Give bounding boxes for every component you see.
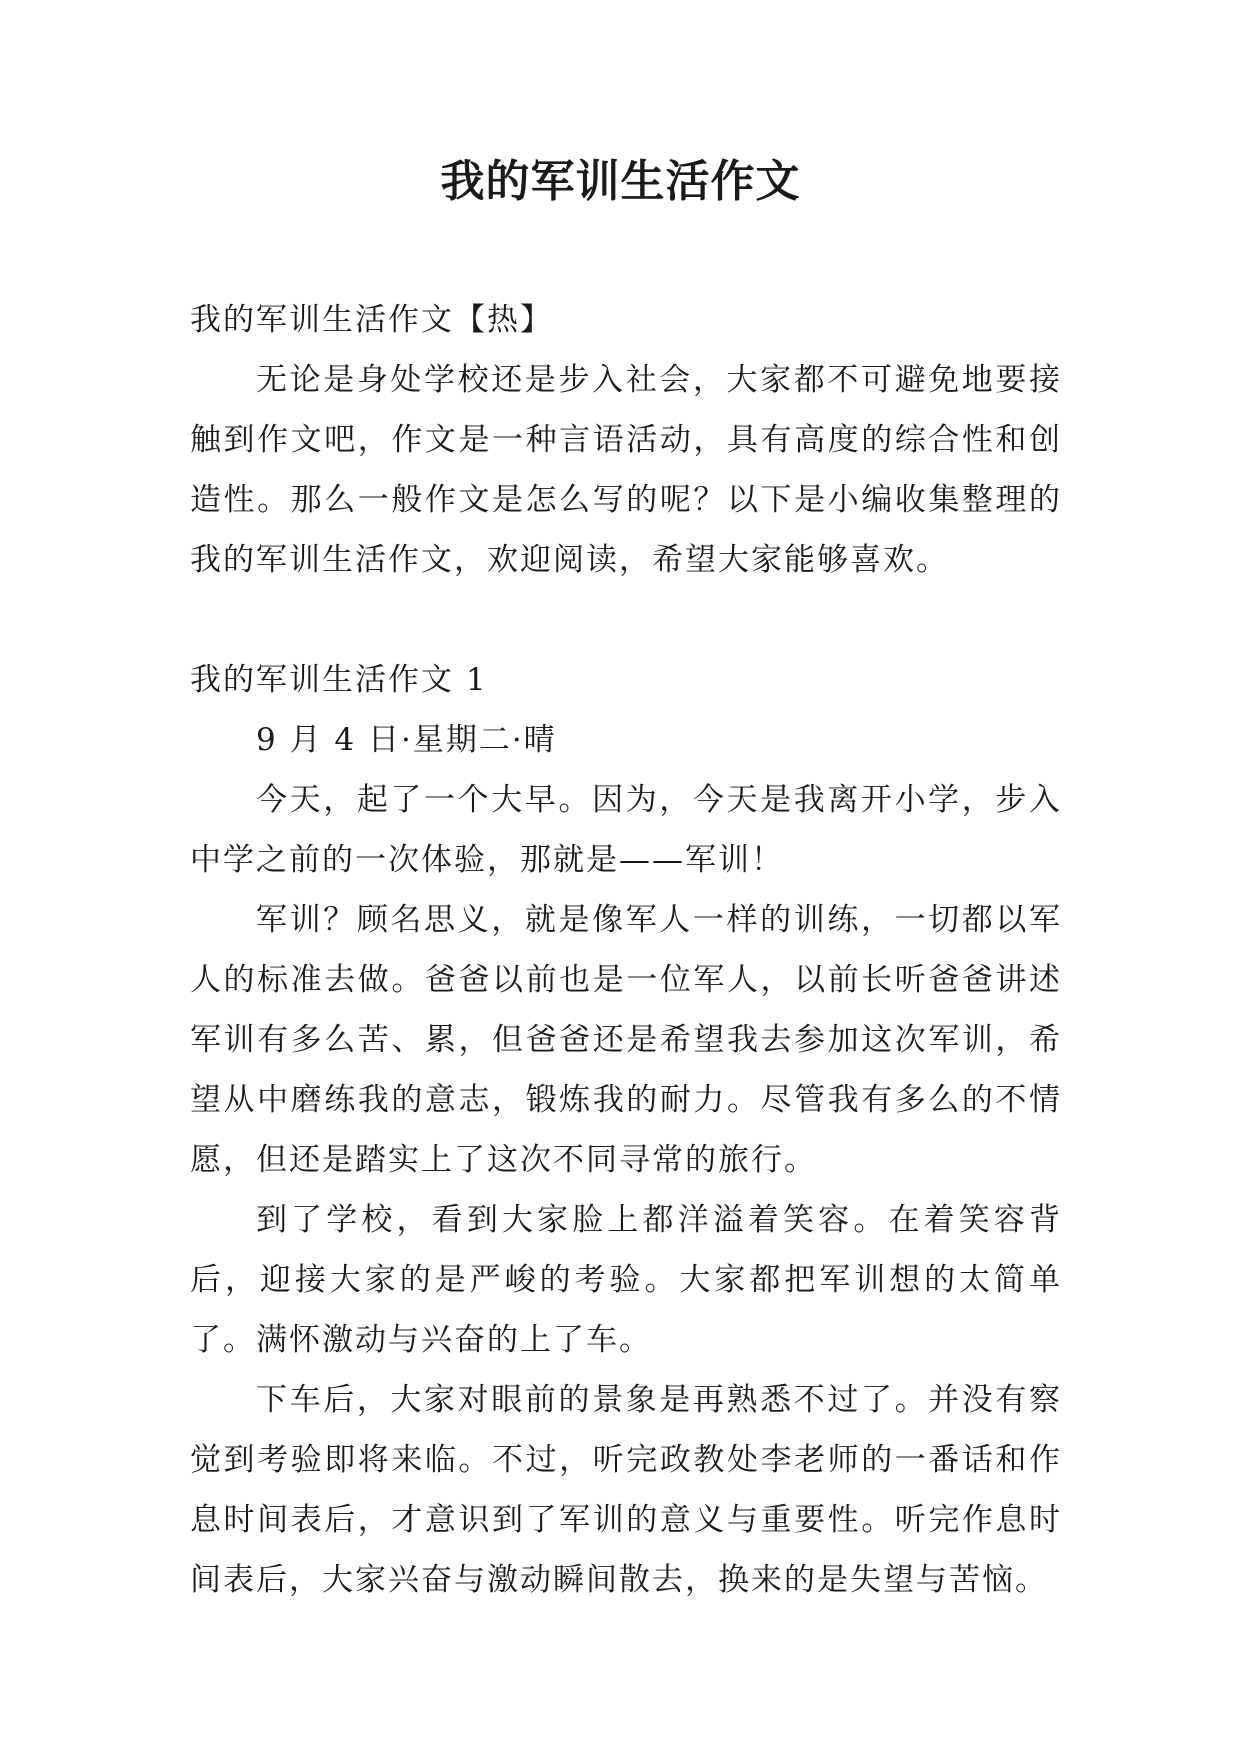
essay-paragraph: 今天，起了一个大早。因为，今天是我离开小学，步入中学之前的一次体验，那就是——军训！ bbox=[190, 782, 1062, 878]
document-title: 我的军训生活作文 bbox=[440, 156, 801, 207]
essay-paragraph: 到了学校，看到大家脸上都洋溢着笑容。在着笑容背后，迎接大家的是严峻的考验。大家都把军训想的太简单了。满怀激动与兴奋的上了车。 bbox=[190, 1202, 1062, 1358]
document-body bbox=[190, 290, 1062, 1610]
essay-paragraph: 下车后，大家对眼前的景象是再熟悉不过了。并没有察觉到考验即将来临。不过，听完政教处李老师的一番话和作息时间表后，才意识到了军训的意义与重要性。听完作息时间表后，大家兴奋与激动瞬间散去，换来的是失望与苦恼。 bbox=[190, 1382, 1062, 1598]
intro-paragraph: 无论是身处学校还是步入社会，大家都不可避免地要接触到作文吧，作文是一种言语活动，具有高度的综合性和创造性。那么一般作文是怎么写的呢？以下是小编收集整理的我的军训生活作文，欢迎阅读，希望大家能够喜欢。 bbox=[190, 362, 1062, 578]
essay-paragraph: 军训？顾名思义，就是像军人一样的训练，一切都以军人的标准去做。爸爸以前也是一位军人，以前长听爸爸讲述军训有多么苦、累，但爸爸还是希望我去参加这次军训，希望从中磨练我的意志，锻炼我的耐力。尽管我有多么的不情愿，但还是踏实上了这次不同寻常的旅行。 bbox=[190, 902, 1062, 1178]
intro-heading: 我的军训生活作文【热】 bbox=[190, 302, 553, 338]
date-line: 9 月 4 日·星期二·晴 bbox=[256, 722, 557, 758]
section-spacer bbox=[190, 590, 1062, 650]
essay-heading: 我的军训生活作文 1 bbox=[190, 662, 488, 698]
